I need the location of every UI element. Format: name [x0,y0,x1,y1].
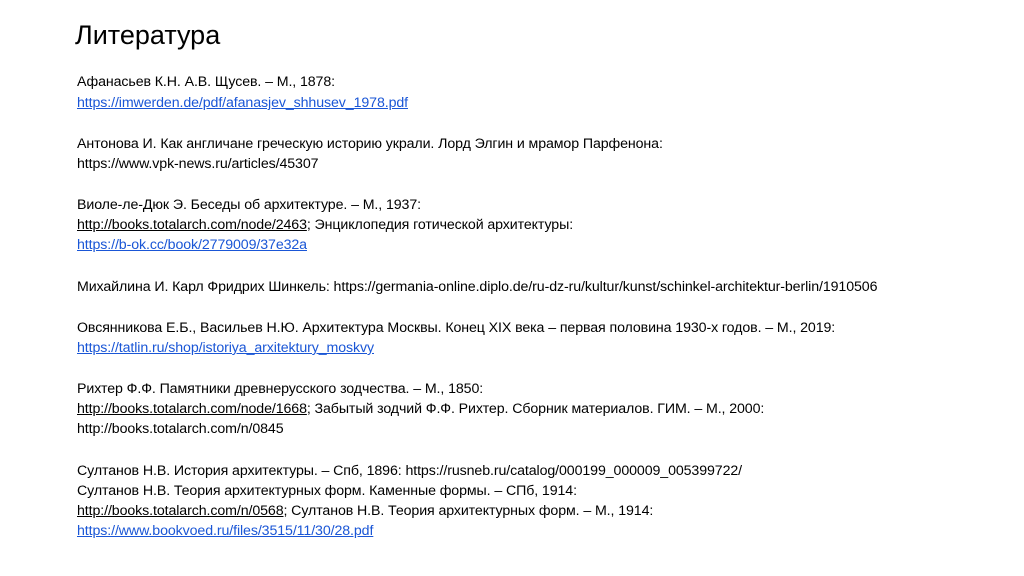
reference-7-line-3 [77,501,653,521]
reference-7-line-1: Султанов Н.В. История архитектуры. – Спб, 1896: https://rusneb.ru/catalog/000199_000009_005399722/ [77,463,743,479]
reference-1-link[interactable]: https://imwerden.de/pdf/afanasjev_shhusev_1978.pdf [77,95,408,111]
reference-7-link-2[interactable]: https://www.bookvoed.ru/files/3515/11/30/28.pdf [77,523,374,539]
reference-1-link-line [77,93,408,113]
reference-6-after-link: ; Забытый зодчий Ф.Ф. Рихтер. Сборник материалов. ГИМ. – М., 2000: [306,401,765,417]
reference-5-link[interactable]: https://tatlin.ru/shop/istoriya_arxitektury_moskvy [77,340,374,356]
reference-7-link-1[interactable]: http://books.totalarch.com/n/0568 [77,503,284,519]
reference-4-text: Михайлина И. Карл Фридрих Шинкель: https://germania-online.diplo.de/ru-dz-ru/kultur/kunst/schinkel-architektur-berlin/1910506 [77,279,878,295]
reference-1-text: Афанасьев К.Н. А.В. Щусев. – М., 1878: [77,74,335,90]
reference-3-line-3 [77,235,307,255]
reference-7-after-link: ; Султанов Н.В. Теория архитектурных форм. – М., 1914: [283,503,654,519]
reference-3-after-link: ; Энциклопедия готической архитектуры: [306,217,574,233]
reference-2-text: Антонова И. Как англичане греческую историю украли. Лорд Элгин и мрамор Парфенона: [77,136,663,152]
page-title: Литература [75,20,221,50]
reference-3-line-2 [77,215,573,235]
reference-5-text: Овсянникова Е.Б., Васильев Н.Ю. Архитектура Москвы. Конец XIX века – первая половина 1930-х годов. – М., 2019: [77,320,836,336]
reference-6-text: Рихтер Ф.Ф. Памятники древнерусского зодчества. – М., 1850: [77,381,484,397]
reference-3-link-1[interactable]: http://books.totalarch.com/node/2463 [77,217,307,233]
reference-6-link-1[interactable]: http://books.totalarch.com/node/1668 [77,401,307,417]
reference-7-line-2: Султанов Н.В. Теория архитектурных форм. Каменные формы. – СПб, 1914: [77,483,577,499]
reference-2-url: https://www.vpk-news.ru/articles/45307 [77,156,319,172]
reference-6-url-2: http://books.totalarch.com/n/0845 [77,421,284,437]
reference-3-link-2[interactable]: https://b-ok.cc/book/2779009/37e32a [77,237,307,253]
reference-6-line-2 [77,399,764,419]
reference-7-line-4 [77,521,373,541]
reference-5-link-line [77,338,374,358]
reference-3-text: Виоле-ле-Дюк Э. Беседы об архитектуре. – М., 1937: [77,197,421,213]
